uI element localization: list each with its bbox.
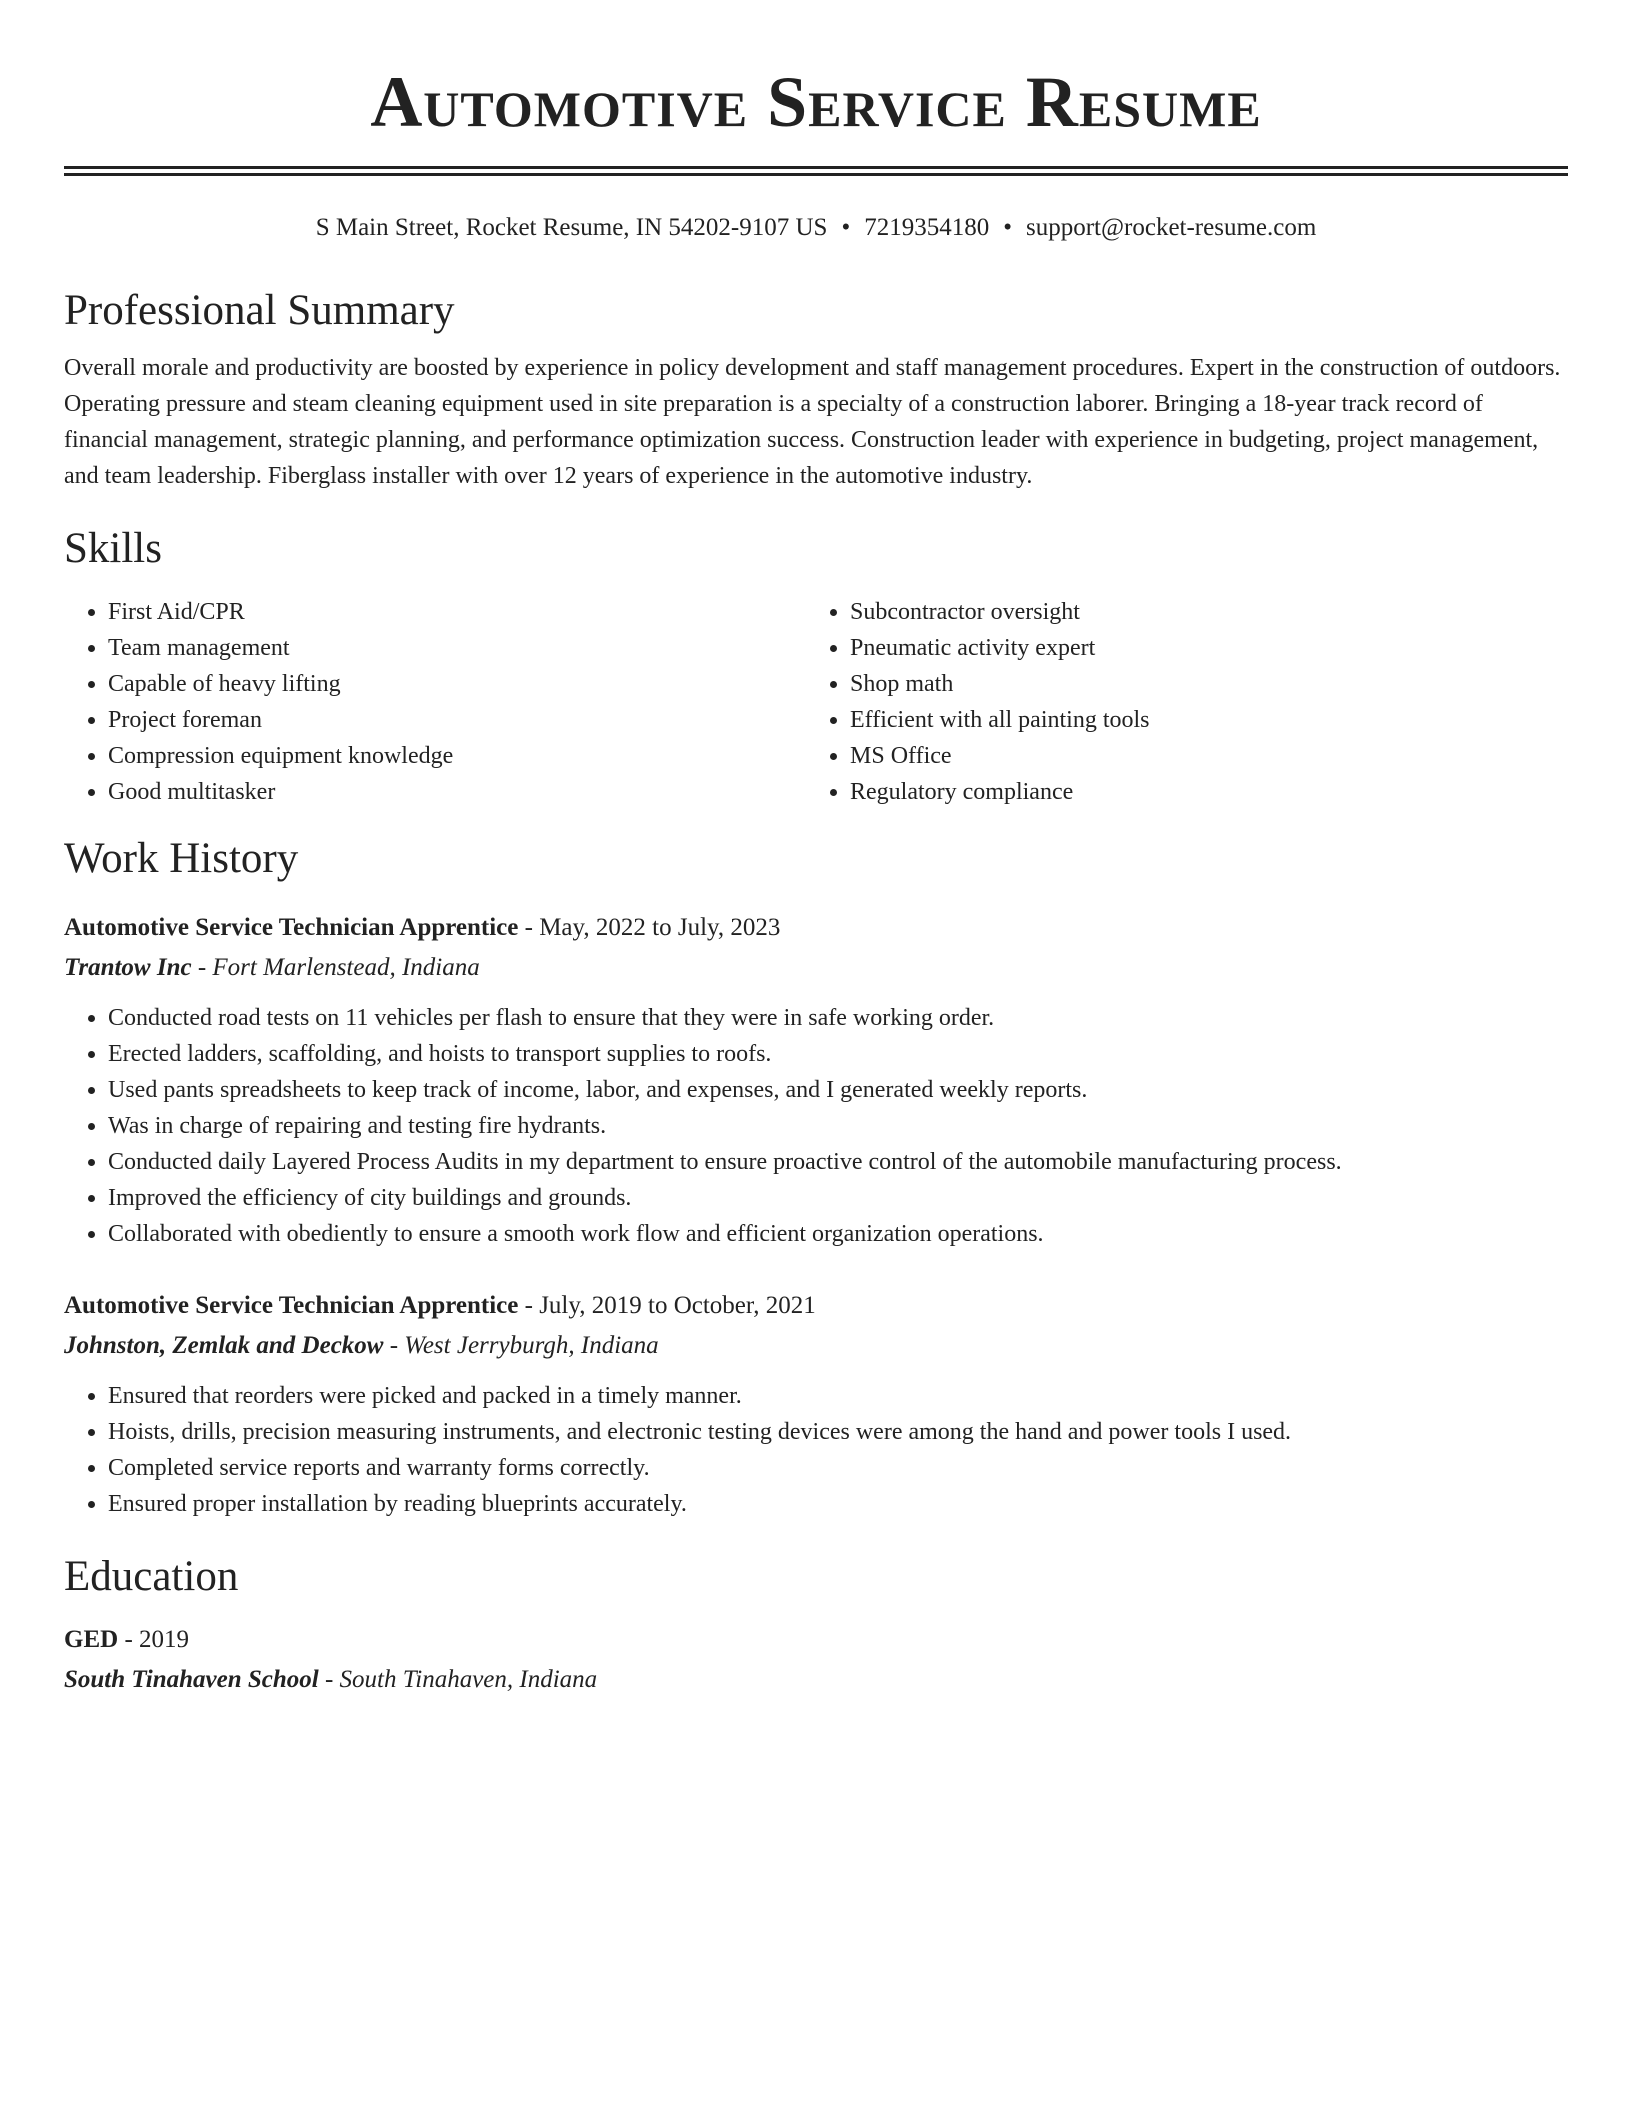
job-entry <box>64 1288 1568 1522</box>
education-heading: Education <box>64 1553 239 1600</box>
job-location: - West Jerryburgh, Indiana <box>383 1332 659 1359</box>
education-degree-line <box>64 1622 1568 1658</box>
resume-title: Automotive Service Resume <box>370 62 1262 142</box>
education-year: - 2019 <box>118 1626 190 1653</box>
job-dates: - July, 2019 to October, 2021 <box>518 1292 816 1319</box>
job-title-line <box>64 910 1568 946</box>
job-bullets <box>64 1000 1568 1252</box>
skills-list-right <box>806 594 1548 810</box>
job-bullet: • Collaborated with obediently to ensure a smooth work flow and efficient organization operations. <box>108 1216 1568 1252</box>
summary-heading: Professional Summary <box>64 287 455 334</box>
job-company-line <box>64 1328 1568 1364</box>
contact-address: S Main Street, Rocket Resume, IN 54202-9107 US <box>315 214 828 241</box>
job-bullet: • Was in charge of repairing and testing fire hydrants. <box>108 1108 1568 1144</box>
skills-list-left <box>64 594 806 810</box>
job-title: Automotive Service Technician Apprentice <box>64 914 519 941</box>
summary-text: Overall morale and productivity are boosted by experience in policy development and staff management procedures. Expert in the construction of outdoors. Operating pressure and steam cleaning equipment used in site preparation is a specialty of a construction laborer. Bringing a 18-year track record of financial management, strategic planning, and performance optimization success. Construction leader with experience in budgeting, project management, and team leadership. Fiberglass installer with over 12 years of experience in the automotive industry. <box>64 355 1561 489</box>
job-title-line <box>64 1288 1568 1324</box>
skill-item: • Pneumatic activity expert <box>850 630 1548 666</box>
job-company: Johnston, Zemlak and Deckow <box>64 1332 384 1359</box>
education-school: South Tinahaven School <box>64 1666 319 1693</box>
contact-email: support@rocket-resume.com <box>1026 214 1317 241</box>
job-company: Trantow Inc <box>64 954 192 981</box>
skill-item: • Good multitasker <box>108 774 806 810</box>
skill-item: • MS Office <box>850 738 1548 774</box>
skill-item: • Regulatory compliance <box>850 774 1548 810</box>
job-bullet: • Conducted daily Layered Process Audits in my department to ensure proactive control of the automobile manufacturing process. <box>108 1144 1568 1180</box>
education-school-line <box>64 1662 1568 1698</box>
skill-item: • Subcontractor oversight <box>850 594 1548 630</box>
job-bullets <box>64 1378 1568 1522</box>
skill-item: • Efficient with all painting tools <box>850 702 1548 738</box>
job-title: Automotive Service Technician Apprentice <box>64 1292 519 1319</box>
job-bullet: • Conducted road tests on 11 vehicles per flash to ensure that they were in safe working order. <box>108 1000 1568 1036</box>
contact-line <box>64 212 1568 244</box>
contact-separator: • <box>1003 214 1012 241</box>
job-bullet: • Erected ladders, scaffolding, and hoists to transport supplies to roofs. <box>108 1036 1568 1072</box>
job-company-line <box>64 950 1568 986</box>
job-bullet: • Ensured that reorders were picked and packed in a timely manner. <box>108 1378 1568 1414</box>
skill-item: • Team management <box>108 630 806 666</box>
job-dates: - May, 2022 to July, 2023 <box>518 914 781 941</box>
skill-item: • Compression equipment knowledge <box>108 738 806 774</box>
job-bullet: • Ensured proper installation by reading blueprints accurately. <box>108 1486 1568 1522</box>
job-location: - Fort Marlenstead, Indiana <box>191 954 480 981</box>
skill-item: • First Aid/CPR <box>108 594 806 630</box>
contact-separator: • <box>841 214 851 241</box>
education-location: - South Tinahaven, Indiana <box>318 1666 598 1693</box>
job-bullet: • Improved the efficiency of city buildings and grounds. <box>108 1180 1568 1216</box>
title-double-rule <box>64 166 1568 176</box>
skills-grid <box>64 594 1568 810</box>
job-bullet: • Hoists, drills, precision measuring instruments, and electronic testing devices were among the hand and power tools I used. <box>108 1414 1568 1450</box>
contact-phone: 7219354180 <box>864 214 990 241</box>
skill-item: • Project foreman <box>108 702 806 738</box>
skills-heading: Skills <box>64 525 162 572</box>
skill-item: • Shop math <box>850 666 1548 702</box>
skill-item: • Capable of heavy lifting <box>108 666 806 702</box>
education-entry <box>64 1622 1568 1698</box>
job-bullet: • Completed service reports and warranty forms correctly. <box>108 1450 1568 1486</box>
job-entry <box>64 910 1568 1252</box>
work-history-heading: Work History <box>64 835 299 882</box>
job-bullet: • Used pants spreadsheets to keep track of income, labor, and expenses, and I generated weekly reports. <box>108 1072 1568 1108</box>
education-degree: GED <box>64 1626 119 1653</box>
